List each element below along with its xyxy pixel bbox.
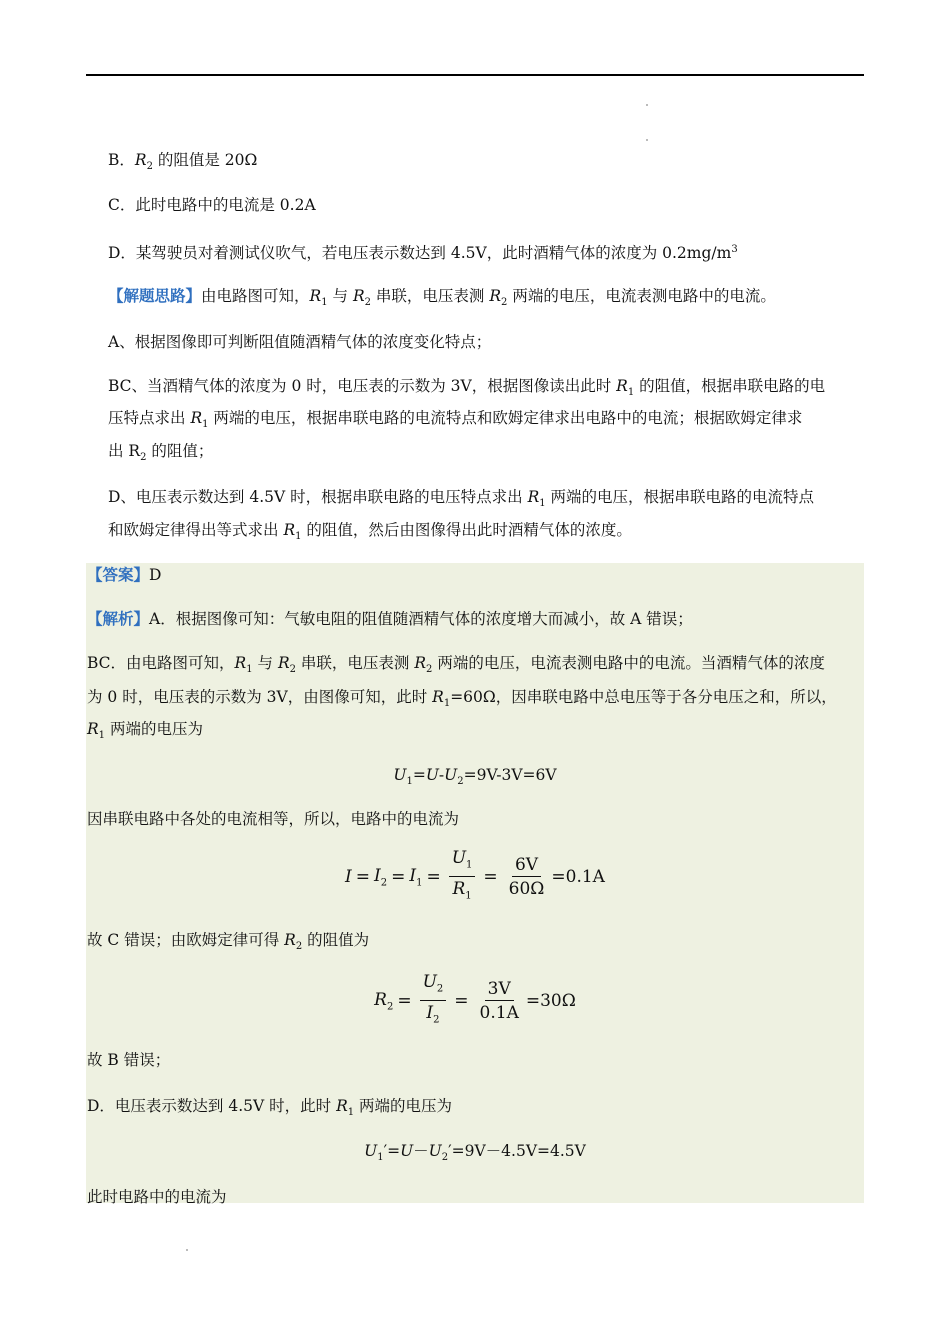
equation-current: I = $I_2$ = $I_1$ = $\frac{U_1}{R_1}$ = $\frac{6V}{60\Omega}$ =0.1A xyxy=(0,848,950,907)
thinking-line-2: A、根据图像即可判断阻值随酒精气体的浓度变化特点； xyxy=(108,333,492,351)
header-rule xyxy=(86,74,864,76)
answer-value: D xyxy=(149,566,162,584)
answer-label: 【答案】 xyxy=(87,565,150,584)
thinking-line-3: BC、当酒精气体的浓度为 0 时，电压表的示数为 3V，根据图像读出此时 $R_1$ 的阻值，根据串联电路的电 xyxy=(108,377,826,399)
analysis-line-7: 故 B 错误； xyxy=(87,1051,171,1069)
thinking-label: 【解题思路】 xyxy=(108,286,202,305)
analysis-line-3: 为 0 时，电压表的示数为 3V，由图像可知，此时 $R_1=60\Omega$，因串联电路中总电压等于各分电压之和，所以， xyxy=(87,688,837,710)
analysis-line-4: $R_1$ 两端的电压为 xyxy=(87,720,203,742)
option-b: B．$R_2$ 的阻值是 20Ω xyxy=(108,151,258,173)
analysis-line-5: 因串联电路中各处的电流相等，所以，电路中的电流为 xyxy=(87,810,460,828)
fraction-3v-01a: $\frac{3V}{0.1A}$ xyxy=(479,979,519,1024)
thinking-line-4: 压特点求出 $R_1$ 两端的电压，根据串联电路的电流特点和欧姆定律求出电路中的电流；根据欧姆定律求 xyxy=(108,409,803,431)
thinking-line-6: D、电压表示数达到 4.5V 时，根据串联电路的电压特点求出 $R_1$ 两端的电压，根据串联电路的电流特点 xyxy=(108,488,815,510)
option-c: C．此时电路中的电流是 0.2A xyxy=(108,196,316,214)
analysis-line-6: 故 C 错误；由欧姆定律可得 $R_2$ 的阻值为 xyxy=(87,931,370,953)
analysis-line-1: 【解析】A．根据图像可知：气敏电阻的阻值随酒精气体的浓度增大而减小，故 A 错误； xyxy=(87,609,693,628)
option-d: D．某驾驶员对着测试仪吹气，若电压表示数达到 4.5V，此时酒精气体的浓度为 $0.2mg/m^3$ xyxy=(108,244,738,263)
speck xyxy=(646,104,648,106)
answer-line xyxy=(87,564,161,586)
fraction-u1-r1: $\frac{U_1}{R_1}$ xyxy=(449,848,476,907)
analysis-line-9: 此时电路中的电流为 xyxy=(87,1188,227,1206)
thinking-line-5: 出 $R_2$ 的阻值； xyxy=(108,442,214,464)
speck xyxy=(646,139,648,141)
speck xyxy=(186,1249,188,1251)
analysis-label: 【解析】 xyxy=(87,609,150,628)
analysis-line-2: BC．由电路图可知，$R_1$ 与 $R_2$ 串联，电压表测 $R_2$ 两端的电压，电流表测电路中的电流。当酒精气体的浓度 xyxy=(87,654,825,676)
fraction-6v-60ohm: $\frac{6V}{60\Omega}$ xyxy=(508,855,545,900)
analysis-line-8: D．电压表示数达到 4.5V 时，此时 $R_1$ 两端的电压为 xyxy=(87,1097,453,1119)
fraction-u2-i2: $\frac{U_2}{I_2}$ xyxy=(420,972,447,1031)
equation-u1-prime: $U_1'=U-U_2'=9V-4.5V=4.5V$ xyxy=(364,1142,586,1164)
thinking-line-7: 和欧姆定律得出等式求出 $R_1$ 的阻值，然后由图像得出此时酒精气体的浓度。 xyxy=(108,521,632,543)
equation-r2: $R_2$ = $\frac{U_2}{I_2}$ = $\frac{3V}{0.1A}$ =30Ω xyxy=(0,972,950,1031)
thinking-line-1: 【解题思路】由电路图可知，$R_1$ 与 $R_2$ 串联，电压表测 $R_2$ 两端的电压，电流表测电路中的电流。 xyxy=(108,286,776,309)
equation-u1: $U_1=U-U_2=9V-3V=6V$ xyxy=(393,766,557,788)
